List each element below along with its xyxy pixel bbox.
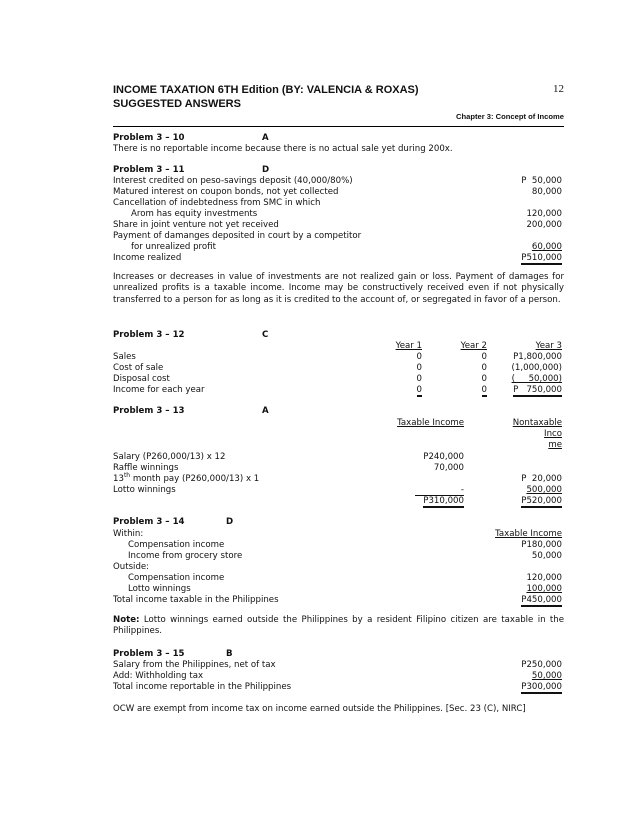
p11-value-1: P 50,000: [521, 176, 562, 186]
p11-line-8: Income realized: [113, 253, 182, 263]
p13-value-2a: 70,000: [433, 463, 464, 473]
p11-value-2: 80,000: [531, 187, 562, 197]
chapter-label: Chapter 3: Concept of Income: [455, 112, 564, 121]
p13-value-4a: -: [415, 485, 464, 496]
p12-row-y1: 0: [416, 374, 422, 384]
document-subtitle: SUGGESTED ANSWERS: [113, 98, 241, 110]
p13-nontaxable-header-3: me: [548, 440, 562, 450]
header-rule: [113, 126, 564, 127]
problem-3-10-answer: A: [262, 133, 269, 143]
p12-row-y2: 0: [481, 374, 487, 384]
p14-note: Note: Lotto winnings earned outside the Philippines by a resident Filipino citizen are taxable in the Philippines.: [113, 615, 564, 637]
p13-taxable-header: Taxable Income: [397, 418, 464, 428]
p11-paragraph: Increases or decreases in value of investments are not realized gain or loss. Payment of damages for unrealized profits is a taxable income. Income may be constructively received even if not physically transferred to a person for as long as it is credited to the account of, or segregated in favor of a person.: [113, 272, 564, 305]
p11-line-3: Cancellation of indebtedness from SMC in which: [113, 198, 321, 208]
p13-total-nontaxable: P520,000: [521, 496, 562, 506]
problem-3-12-answer: C: [262, 330, 269, 340]
p12-row-y3: ( 50,000): [511, 374, 562, 384]
document-title: INCOME TAXATION 6TH Edition (BY: VALENCIA & ROXAS): [113, 84, 419, 96]
p14-line-7: Total income taxable in the Philippines: [113, 595, 279, 605]
p14-line-6: Lotto winnings: [128, 584, 191, 594]
p11-line-1: Interest credited on peso-savings deposit (40,000/80%): [113, 176, 353, 186]
p13-line-4: Lotto winnings: [113, 485, 176, 495]
p15-value-2: 50,000: [531, 671, 562, 681]
p14-value-5: 120,000: [526, 573, 562, 583]
p11-value-5: 200,000: [526, 220, 562, 230]
problem-3-13-label: Problem 3 – 13: [113, 406, 185, 416]
problem-3-11-label: Problem 3 – 11: [113, 165, 185, 175]
p14-line-2: Compensation income: [128, 540, 225, 550]
p12-row-label: Income for each year: [113, 385, 205, 395]
p13-value-4b: 500,000: [526, 485, 562, 495]
problem-3-10-text: There is no reportable income because there is no actual sale yet during 200x.: [113, 144, 453, 154]
p12-row-label: Disposal cost: [113, 374, 170, 384]
p14-line-5: Compensation income: [128, 573, 225, 583]
problem-3-15-answer: B: [226, 649, 233, 659]
page-number: 12: [553, 83, 564, 95]
p12-row-label: Cost of sale: [113, 363, 164, 373]
p12-total-y1: 0: [416, 385, 422, 395]
p11-value-4: 120,000: [526, 209, 562, 219]
p14-value-3: 50,000: [531, 551, 562, 561]
p11-total: P510,000: [521, 253, 562, 263]
p14-value-6: 100,000: [526, 584, 562, 594]
p15-line-1: Salary from the Philippines, net of tax: [113, 660, 276, 670]
p14-total: P450,000: [521, 595, 562, 605]
p15-line-2: Add: Withholding tax: [113, 671, 204, 681]
p15-paragraph: OCW are exempt from income tax on income earned outside the Philippines. [Sec. 23 (C), NIRC]: [113, 704, 526, 714]
p12-total-y2: 0: [481, 385, 487, 395]
p14-taxable-header: Taxable Income: [495, 529, 562, 539]
p13-nontaxable-header: Nontaxable: [512, 418, 562, 428]
p13-line-2: Raffle winnings: [113, 463, 179, 473]
p13-total-taxable: P310,000: [423, 496, 464, 506]
p13-value-3b: P 20,000: [521, 474, 562, 484]
p13-value-1a: P240,000: [423, 452, 464, 462]
problem-3-13-answer: A: [262, 406, 269, 416]
p15-line-3: Total income reportable in the Philippines: [113, 682, 292, 692]
p11-line-7: for unrealized profit: [131, 242, 216, 252]
p14-line-4: Outside:: [113, 562, 150, 572]
p13-nontaxable-header-2: Inco: [544, 429, 562, 439]
p12-row-y1: 0: [416, 363, 422, 373]
p13-line-1: Salary (P260,000/13) x 12: [113, 452, 226, 462]
problem-3-14-answer: D: [226, 517, 234, 527]
p12-row-y3: P1,800,000: [513, 352, 562, 362]
p13-line-3: 13th month pay (P260,000/13) x 1: [113, 472, 260, 484]
p14-line-1: Within:: [113, 529, 144, 539]
p12-row-y2: 0: [481, 363, 487, 373]
p12-total-y3: P 750,000: [513, 385, 562, 395]
p12-year1-header: Year 1: [395, 341, 422, 351]
problem-3-12-label: Problem 3 – 12: [113, 330, 185, 340]
p11-line-4: Arom has equity investments: [131, 209, 258, 219]
p12-row-label: Sales: [113, 352, 136, 362]
p15-value-1: P250,000: [521, 660, 562, 670]
problem-3-15-label: Problem 3 – 15: [113, 649, 185, 659]
p12-year2-header: Year 2: [460, 341, 487, 351]
p12-year3-header: Year 3: [535, 341, 562, 351]
p14-value-2: P180,000: [521, 540, 562, 550]
p11-line-6: Payment of damanges deposited in court by a competitor: [113, 231, 362, 241]
problem-3-10-label: Problem 3 – 10: [113, 133, 185, 143]
problem-3-14-label: Problem 3 – 14: [113, 517, 185, 527]
problem-3-11-answer: D: [262, 165, 270, 175]
p15-total: P300,000: [521, 682, 562, 692]
p12-row-y1: 0: [416, 352, 422, 362]
p11-value-7: 60,000: [531, 242, 562, 252]
p12-row-y3: (1,000,000): [511, 363, 562, 373]
p14-line-3: Income from grocery store: [128, 551, 243, 561]
p11-line-2: Matured interest on coupon bonds, not yet collected: [113, 187, 339, 197]
p12-row-y2: 0: [481, 352, 487, 362]
p11-line-5: Share in joint venture not yet received: [113, 220, 279, 230]
